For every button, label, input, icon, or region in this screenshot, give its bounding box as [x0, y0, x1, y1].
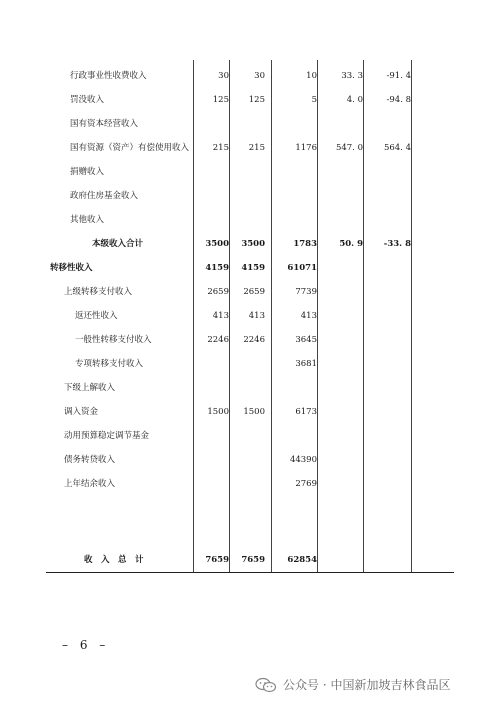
- cell-value: 3500: [241, 239, 265, 249]
- row-label: 本级收入合计: [92, 239, 144, 249]
- cell-value: [229, 452, 265, 468]
- cell-value: 30: [218, 71, 229, 81]
- row-label: 捐赠收入: [70, 167, 105, 177]
- cell-value: [363, 380, 411, 396]
- table-row: [46, 140, 454, 156]
- cell-value: [363, 332, 411, 348]
- cell-value: [363, 260, 411, 276]
- cell-value: [317, 212, 363, 228]
- cell-value: 2769: [295, 479, 317, 489]
- cell-value: [363, 452, 411, 468]
- row-label: 收 入 总 计: [84, 555, 144, 565]
- row-label: 专项转移支付收入: [75, 359, 144, 369]
- cell-value: -91. 4: [386, 71, 411, 81]
- cell-value: 215: [248, 143, 265, 153]
- row-label: 转移性收入: [50, 263, 93, 273]
- watermark: [255, 676, 450, 693]
- cell-value: -94. 8: [386, 95, 411, 105]
- cell-value: 3681: [295, 359, 317, 369]
- cell-value: 4159: [205, 263, 229, 273]
- cell-value: [363, 428, 411, 444]
- revenue-table: [46, 60, 454, 573]
- cell-value: 1783: [293, 239, 317, 249]
- cell-value: [229, 380, 265, 396]
- table-row: [46, 68, 454, 84]
- cell-value: 413: [212, 311, 229, 321]
- cell-value: [193, 356, 229, 372]
- cell-value: [363, 308, 411, 324]
- cell-value: 30: [254, 71, 265, 81]
- cell-value: -33. 8: [383, 239, 411, 249]
- cell-value: [363, 116, 411, 132]
- table-bottom-rule: [46, 572, 454, 573]
- cell-value: 6173: [295, 407, 317, 417]
- cell-value: [271, 188, 317, 204]
- cell-value: [317, 332, 363, 348]
- cell-value: 1500: [243, 407, 265, 417]
- cell-value: [193, 380, 229, 396]
- cell-value: [229, 212, 265, 228]
- cell-value: [363, 212, 411, 228]
- cell-value: [271, 116, 317, 132]
- cell-value: [271, 164, 317, 180]
- cell-value: 7739: [295, 287, 317, 297]
- cell-value: 413: [300, 311, 317, 321]
- cell-value: [317, 188, 363, 204]
- table-row: [46, 308, 454, 324]
- cell-value: 564. 4: [383, 143, 411, 153]
- row-label: 上级转移支付收入: [64, 287, 133, 297]
- table-row: [46, 404, 454, 420]
- row-label: 一般性转移支付收入: [75, 335, 152, 345]
- cell-value: [363, 284, 411, 300]
- table-row: [46, 332, 454, 348]
- row-label: 下级上解收入: [64, 383, 116, 393]
- cell-value: 62854: [287, 555, 317, 565]
- cell-value: [317, 356, 363, 372]
- table-row: [46, 284, 454, 300]
- row-label: 动用预算稳定调节基金: [64, 431, 150, 441]
- table-row: [46, 116, 454, 132]
- cell-value: [193, 188, 229, 204]
- table-row: [46, 92, 454, 108]
- table-row: [46, 188, 454, 204]
- cell-value: [229, 116, 265, 132]
- cell-value: [193, 476, 229, 492]
- cell-value: [193, 212, 229, 228]
- cell-value: [317, 308, 363, 324]
- cell-value: 2659: [243, 287, 265, 297]
- cell-value: 125: [212, 95, 229, 105]
- cell-value: 7659: [205, 555, 229, 565]
- row-label: 罚没收入: [70, 95, 105, 105]
- section-row: [46, 260, 454, 276]
- cell-value: 50. 9: [339, 239, 363, 249]
- row-label: 债务转贷收入: [64, 455, 116, 465]
- row-label: 政府住房基金收入: [70, 191, 139, 201]
- cell-value: [317, 116, 363, 132]
- cell-value: [317, 404, 363, 420]
- cell-value: [229, 356, 265, 372]
- row-label: 上年结余收入: [64, 479, 116, 489]
- cell-value: [317, 452, 363, 468]
- cell-value: 2246: [207, 335, 229, 345]
- cell-value: [317, 284, 363, 300]
- cell-value: 44390: [289, 455, 317, 465]
- cell-value: 2659: [207, 287, 229, 297]
- cell-value: 1500: [207, 407, 229, 417]
- watermark-text: 公众号 · 中国新加坡吉林食品区: [283, 678, 451, 692]
- cell-value: [193, 452, 229, 468]
- cell-value: 4159: [241, 263, 265, 273]
- cell-value: [229, 476, 265, 492]
- cell-value: [317, 260, 363, 276]
- table-row: [46, 380, 454, 396]
- table-row: [46, 452, 454, 468]
- row-label: 返还性收入: [75, 311, 118, 321]
- row-label: 其他收入: [70, 215, 105, 225]
- cell-value: [271, 212, 317, 228]
- cell-value: [363, 552, 411, 568]
- cell-value: 3645: [295, 335, 317, 345]
- cell-value: [363, 404, 411, 420]
- cell-value: [317, 552, 363, 568]
- subtotal-row: [46, 236, 454, 252]
- row-label: 调入资金: [64, 407, 99, 417]
- cell-value: [317, 380, 363, 396]
- cell-value: 4. 0: [346, 95, 363, 105]
- cell-value: [193, 116, 229, 132]
- cell-value: [317, 476, 363, 492]
- cell-value: [229, 188, 265, 204]
- cell-value: [363, 164, 411, 180]
- cell-value: 33. 3: [341, 71, 363, 81]
- cell-value: 215: [212, 143, 229, 153]
- row-label: 国有资本经营收入: [70, 119, 139, 129]
- cell-value: 61071: [287, 263, 317, 273]
- cell-value: 10: [306, 71, 317, 81]
- cell-value: 7659: [241, 555, 265, 565]
- cell-value: 3500: [205, 239, 229, 249]
- cell-value: [193, 164, 229, 180]
- row-label: 行政事业性收费收入: [70, 71, 147, 81]
- cell-value: [363, 476, 411, 492]
- cell-value: [193, 428, 229, 444]
- cell-value: 413: [248, 311, 265, 321]
- cell-value: [317, 428, 363, 444]
- row-label: 国有资源（资产）有偿使用收入: [70, 143, 190, 153]
- cell-value: [229, 164, 265, 180]
- cell-value: [271, 428, 317, 444]
- cell-value: 1176: [295, 143, 317, 153]
- table-row: [46, 476, 454, 492]
- table-row: [46, 164, 454, 180]
- cell-value: 5: [311, 95, 317, 105]
- cell-value: [271, 380, 317, 396]
- cell-value: [317, 164, 363, 180]
- cell-value: 2246: [243, 335, 265, 345]
- table-row: [46, 212, 454, 228]
- cell-value: [229, 428, 265, 444]
- cell-value: 547. 0: [335, 143, 363, 153]
- wechat-icon: [255, 677, 277, 693]
- table-row: [46, 356, 454, 372]
- grand-total-row: [46, 552, 454, 568]
- table-row: [46, 428, 454, 444]
- page-number: – 6 –: [62, 638, 110, 652]
- cell-value: [363, 356, 411, 372]
- cell-value: 125: [248, 95, 265, 105]
- cell-value: [363, 188, 411, 204]
